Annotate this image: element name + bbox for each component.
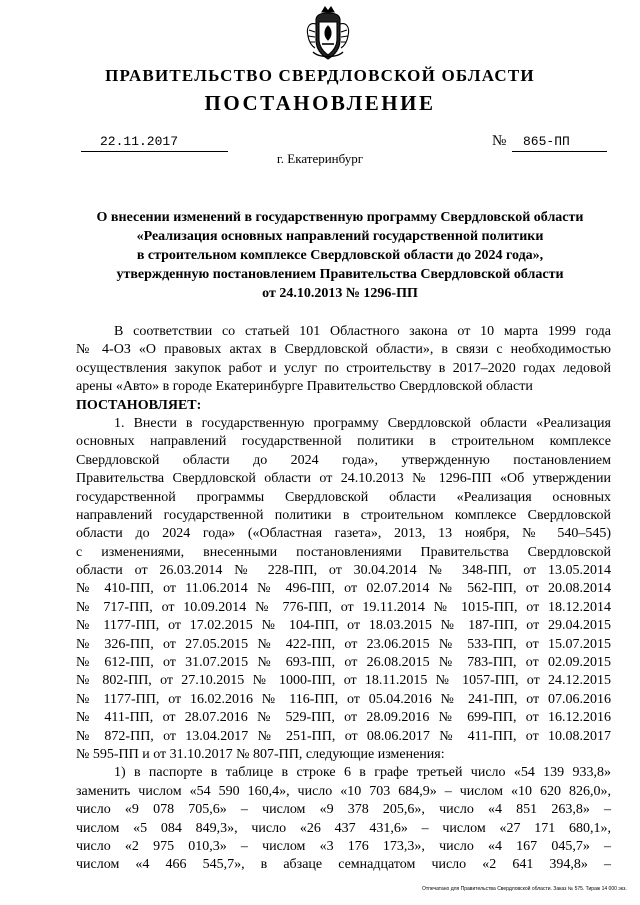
body-line: № 1177-ПП, от 17.02.2015 № 104-ПП, от 18.03.2015 № 187-ПП, от 29.04.2015 [76, 618, 611, 634]
document-title [60, 208, 620, 303]
body-line: области до 2024 года» («Областная газета», 2013, 13 ноября, № 540–545) [76, 526, 611, 542]
body-line: заменить числом «54 590 160,4», число «10 703 684,9» – числом «10 620 826,0», [76, 783, 611, 799]
document-date: 22.11.2017 [100, 134, 179, 149]
body-line: с изменениями, внесенными постановлениями Правительства Свердловской [76, 544, 611, 560]
body-line: № 4-ОЗ «О правовых актах в Свердловской области», в связи с необходимостью [76, 342, 611, 358]
body-line: число «2 975 010,3» – числом «3 176 173,3», число «4 167 045,7» – [76, 838, 611, 854]
body-line: арены «Авто» в городе Екатеринбурге Правительство Свердловской области [76, 379, 533, 395]
body-line: числом «5 084 849,3», число «26 437 431,6» – числом «27 171 680,1», [76, 820, 611, 836]
body-line: числом «4 466 545,7», в абзаце семнадцатом число «2 641 394,8» – [76, 857, 611, 873]
body-line: № 802-ПП, от 27.10.2015 № 1000-ПП, от 18.11.2015 № 1057-ПП, от 24.12.2015 [76, 673, 611, 689]
title-line: от 24.10.2013 № 1296-ПП [262, 286, 418, 301]
body-line: области от 26.03.2014 № 228-ПП, от 30.04.2014 № 348-ПП, от 13.05.2014 [76, 563, 611, 579]
title-line: в строительном комплексе Свердловской области до 2024 года», [136, 248, 544, 263]
body-line: В соответствии со статьей 101 Областного закона от 10 марта 1999 года [114, 324, 611, 339]
body-line: № 410-ПП, от 11.06.2014 № 496-ПП, от 02.07.2014 № 562-ПП, от 20.08.2014 [76, 581, 611, 597]
document-body [76, 323, 611, 875]
title-line: «Реализация основных направлений государственной политики [136, 229, 544, 244]
body-line: № 717-ПП, от 10.09.2014 № 776-ПП, от 19.11.2014 № 1015-ПП, от 18.12.2014 [76, 599, 611, 615]
body-line: 1) в паспорте в таблице в строке 6 в графе третьей число «54 139 933,8» [114, 765, 611, 781]
body-line: № 1177-ПП, от 16.02.2016 № 116-ПП, от 05.04.2016 № 241-ПП, от 07.06.2016 [76, 691, 611, 707]
document-number: 865-ПП [523, 134, 570, 149]
resolves-heading: ПОСТАНОВЛЯЕТ: [76, 397, 202, 413]
title-line: О внесении изменений в государственную программу Свердловской области [96, 210, 584, 225]
document-type: ПОСТАНОВЛЕНИЕ [204, 91, 436, 115]
number-sign: № [492, 133, 507, 149]
body-line: № 326-ПП, от 27.05.2015 № 422-ПП, от 23.06.2015 № 533-ПП, от 15.07.2015 [76, 636, 611, 652]
body-line: № 595-ПП и от 31.10.2017 № 807-ПП, следующие изменения: [76, 746, 445, 762]
body-line: Правительства Свердловской области от 24.10.2013 № 1296-ПП «Об утверждении [76, 471, 611, 487]
body-line: осуществления закупок работ и услуг по строительству в 2017–2020 годах ледовой [76, 360, 611, 376]
body-line: № 612-ПП, от 31.07.2015 № 693-ПП, от 26.08.2015 № 783-ПП, от 02.09.2015 [76, 655, 611, 671]
body-line: основных направлений государственной политики в строительном комплексе [76, 434, 611, 450]
body-line: число «9 078 705,6» – числом «9 378 205,6», число «4 851 263,8» – [76, 802, 611, 818]
body-line: государственной программы Свердловской области «Реализация основных [76, 489, 611, 505]
title-line: утвержденную постановлением Правительства Свердловской области [116, 267, 564, 282]
body-line: 1. Внести в государственную программу Свердловской области «Реализация [114, 415, 611, 431]
city: г. Екатеринбург [276, 151, 364, 166]
body-line: Свердловской области до 2024 года», утвержденную постановлением [76, 452, 611, 468]
body-line: № 872-ПП, от 13.04.2017 № 251-ПП, от 08.06.2017 № 411-ПП, от 10.08.2017 [76, 728, 611, 744]
organization-name: ПРАВИТЕЛЬСТВО СВЕРДЛОВСКОЙ ОБЛАСТИ [105, 66, 535, 85]
body-line: № 411-ПП, от 28.07.2016 № 529-ПП, от 28.09.2016 № 699-ПП, от 16.12.2016 [76, 710, 611, 726]
print-footer: Отпечатано для Правительства Свердловской области. Заказ № 575. Тираж 14 000 экз. [422, 886, 627, 892]
coat-of-arms-icon [303, 6, 353, 62]
body-line: направлений государственной политики в строительном комплексе Свердловской [76, 507, 611, 523]
